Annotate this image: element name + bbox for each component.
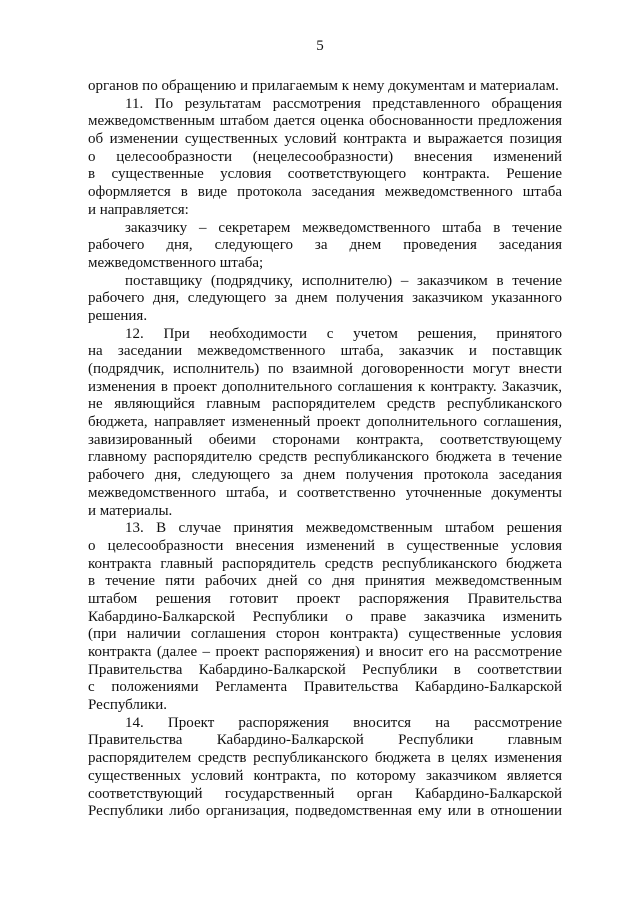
text-line: Правительства Кабардино-Балкарской Республики главным bbox=[88, 732, 562, 749]
text-line: 13. В случае принятия межведомственным штабом решения bbox=[125, 520, 562, 537]
text-line: контракта (далее – проект распоряжения) и вносит его на рассмотрение bbox=[88, 644, 562, 660]
text-line: штабом решения готовит проект распоряжения Правительства bbox=[88, 590, 562, 607]
text-line: органов по обращению и прилагаемым к нему документам и материалам. bbox=[88, 78, 559, 94]
text-line: бюджета, направляет измененный проект дополнительного соглашения, bbox=[88, 414, 562, 431]
document-body bbox=[88, 78, 562, 821]
text-line: соответствующий государственный орган Кабардино-Балкарской bbox=[88, 785, 562, 802]
text-line: на заседании межведомственного штаба, заказчик и поставщик bbox=[88, 343, 562, 360]
text-line: оформляется в виде протокола заседания межведомственного штаба bbox=[88, 184, 562, 201]
text-line: межведомственного штаба; bbox=[88, 254, 264, 271]
text-line: главному распорядителю средств республиканского бюджета в течение bbox=[88, 449, 562, 466]
text-line: изменения в проект дополнительного соглашения к контракту. Заказчик, bbox=[88, 378, 562, 395]
text-line: межведомственного штаба, и соответственно уточненные документы bbox=[88, 484, 562, 501]
text-line: рабочего дня, следующего за днем получения протокола заседания bbox=[88, 467, 562, 484]
text-line: рабочего дня, следующего за днем получения заказчиком указанного bbox=[88, 290, 562, 307]
text-line: контракта главный распорядитель средств республиканского бюджета bbox=[88, 555, 562, 572]
text-line: заказчику – секретарем межведомственного штаба в течение bbox=[125, 219, 562, 236]
text-line: о целесообразности внесения изменений в существенные условия bbox=[88, 537, 562, 554]
page-number: 5 bbox=[316, 38, 324, 54]
text-line: в течение пяти рабочих дней со дня принятия межведомственным bbox=[88, 573, 562, 590]
text-line: в существенные условия соответствующего контракта. Решение bbox=[88, 166, 562, 183]
text-line: Правительства Кабардино-Балкарской Республики в соответствии bbox=[88, 661, 562, 678]
text-line: и материалы. bbox=[88, 502, 173, 519]
text-line: (при наличии соглашения сторон контракта) существенные условия bbox=[88, 626, 562, 643]
text-line: рабочего дня, следующего за днем проведения заседания bbox=[88, 237, 562, 254]
text-line: о целесообразности (нецелесообразности) внесения изменений bbox=[88, 148, 562, 165]
text-line: межведомственным штабом дается оценка обоснованности предложения bbox=[88, 113, 562, 130]
text-line: об изменении существенных условий контракта и выражается позиция bbox=[88, 131, 562, 148]
text-line: и направляется: bbox=[88, 201, 189, 218]
text-line: (подрядчик, исполнитель) по взаимной договоренности могут внести bbox=[88, 361, 562, 377]
text-line: Кабардино-Балкарской Республики о праве заказчика изменить bbox=[88, 608, 562, 625]
text-line: поставщику (подрядчику, исполнителю) – заказчиком в течение bbox=[125, 272, 562, 289]
text-line: 12. При необходимости с учетом решения, принятого bbox=[125, 325, 562, 342]
text-line: существенных условий контракта, по которому заказчиком является bbox=[88, 767, 562, 784]
text-line: 14. Проект распоряжения вносится на рассмотрение bbox=[125, 714, 562, 731]
text-line: Республики. bbox=[88, 697, 167, 714]
text-line: не являющийся главным распорядителем средств республиканского bbox=[88, 396, 562, 413]
text-line: 11. По результатам рассмотрения представленного обращения bbox=[125, 95, 562, 112]
text-line: распорядителем средств республиканского бюджета в целях изменения bbox=[88, 750, 562, 767]
text-line: с положениями Регламента Правительства Кабардино-Балкарской bbox=[88, 679, 562, 696]
text-line: решения. bbox=[88, 307, 148, 324]
text-line: Республики либо организация, подведомственная ему или в отношении bbox=[88, 803, 562, 820]
text-line: завизированный обеими сторонами контракта, соответствующему bbox=[88, 431, 562, 448]
